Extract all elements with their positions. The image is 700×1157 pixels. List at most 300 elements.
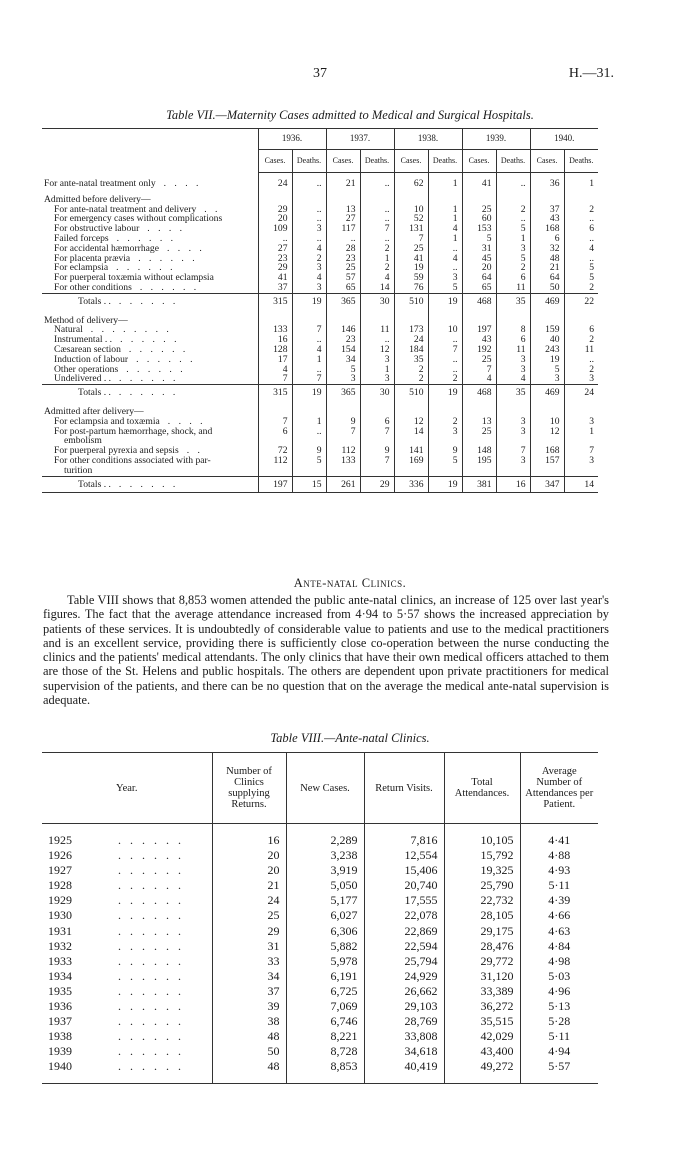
- deaths-cell: 30: [360, 385, 394, 401]
- cases-cell: 48: [530, 254, 564, 264]
- cases-cell: ..: [326, 234, 360, 244]
- new-cases-cell: 3,919: [286, 863, 364, 878]
- return-visits-cell: 26,662: [364, 984, 444, 999]
- leader-dots: . . . . . .: [118, 968, 184, 983]
- table-row: [42, 456, 598, 466]
- deaths-cell: ..: [496, 214, 530, 224]
- row-label: [42, 244, 258, 254]
- column-header: Average Number of Attendances per Patient.: [520, 753, 598, 824]
- deaths-cell: 2: [564, 205, 598, 215]
- cases-cell: 19: [394, 263, 428, 273]
- average-cell: 4·93: [520, 863, 598, 878]
- row-label-text: Other operations: [54, 364, 119, 375]
- deaths-cell: 4: [292, 273, 326, 283]
- deaths-cell: 35: [496, 385, 530, 401]
- cases-cell: 133: [258, 325, 292, 335]
- table-row: [42, 1014, 598, 1029]
- deaths-cell: 29: [360, 476, 394, 493]
- return-visits-cell: 22,869: [364, 924, 444, 939]
- column-header: New Cases.: [286, 753, 364, 824]
- cases-cell: 29: [258, 205, 292, 215]
- clinics-cell: 21: [212, 878, 286, 893]
- deaths-cell: ..: [360, 179, 394, 189]
- leader-dots: . . . . . . . .: [90, 325, 172, 336]
- cases-cell: 41: [462, 179, 496, 189]
- year-cell: [42, 863, 212, 878]
- row-label: [42, 365, 258, 375]
- year-cell: [42, 1014, 212, 1029]
- clinics-cell: 20: [212, 848, 286, 863]
- deaths-cell: 3: [292, 263, 326, 273]
- clinics-cell: 37: [212, 984, 286, 999]
- cases-cell: 169: [394, 456, 428, 466]
- deaths-cell: 16: [496, 476, 530, 493]
- row-label-text: Totals . .: [78, 387, 111, 399]
- deaths-cell: ..: [292, 214, 326, 224]
- cases-subheader: Cases.: [462, 150, 496, 173]
- deaths-cell: 3: [496, 355, 530, 365]
- cases-cell: ..: [258, 234, 292, 244]
- deaths-cell: 3: [564, 417, 598, 427]
- clinics-cell: 16: [212, 824, 286, 849]
- deaths-subheader: Deaths.: [564, 150, 598, 173]
- table-row: [42, 848, 598, 863]
- deaths-cell: ..: [496, 179, 530, 189]
- cases-cell: 2: [394, 374, 428, 384]
- cases-cell: 315: [258, 385, 292, 401]
- leader-dots: . . . .: [166, 243, 205, 254]
- new-cases-cell: 2,289: [286, 824, 364, 849]
- cases-cell: 20: [462, 263, 496, 273]
- leader-dots: . . . . . .: [118, 833, 184, 847]
- stub-header: [42, 129, 258, 173]
- row-label-text: turition: [64, 465, 93, 476]
- cases-cell: 37: [530, 205, 564, 215]
- year-text: 1940: [48, 1059, 72, 1074]
- average-cell: 5·11: [520, 878, 598, 893]
- cases-cell: 197: [462, 325, 496, 335]
- deaths-cell: ..: [360, 205, 394, 215]
- new-cases-cell: 5,882: [286, 939, 364, 954]
- cases-cell: 336: [394, 476, 428, 493]
- leader-dots: . . . . . .: [118, 478, 179, 490]
- return-visits-cell: 12,554: [364, 848, 444, 863]
- row-label: [42, 456, 258, 466]
- table-row: [42, 999, 598, 1014]
- row-label-text: Method of delivery—: [44, 315, 128, 326]
- new-cases-cell: 3,238: [286, 848, 364, 863]
- leader-dots: . . . . . .: [126, 364, 186, 375]
- column-header: Number of Clinics supplying Returns.: [212, 753, 286, 824]
- return-visits-cell: 28,769: [364, 1014, 444, 1029]
- deaths-cell: 11: [496, 345, 530, 355]
- clinics-cell: 20: [212, 863, 286, 878]
- cases-cell: 5: [326, 365, 360, 375]
- table-row: [42, 939, 598, 954]
- table-row: [42, 1059, 598, 1083]
- row-label: [42, 283, 258, 293]
- deaths-cell: 3: [496, 456, 530, 466]
- deaths-cell: 3: [292, 224, 326, 234]
- deaths-cell: ..: [564, 214, 598, 224]
- deaths-cell: ..: [428, 263, 462, 273]
- row-label-text: For puerperal pyrexia and sepsis: [54, 446, 179, 456]
- return-visits-cell: 7,816: [364, 824, 444, 849]
- total-attendances-cell: 29,772: [444, 954, 520, 969]
- cases-cell: 41: [258, 273, 292, 283]
- cases-cell: 173: [394, 325, 428, 335]
- deaths-cell: 7: [360, 224, 394, 234]
- leader-dots: . . . . . .: [118, 848, 184, 863]
- column-header: Year.: [42, 753, 212, 824]
- total-attendances-cell: 42,029: [444, 1029, 520, 1044]
- new-cases-cell: 8,221: [286, 1029, 364, 1044]
- deaths-cell: ..: [428, 244, 462, 254]
- row-label-text: Totals . .: [78, 478, 111, 490]
- deaths-cell: 2: [428, 374, 462, 384]
- cases-cell: 7: [462, 365, 496, 375]
- leader-dots: . . . . . .: [118, 878, 184, 893]
- return-visits-cell: 20,740: [364, 878, 444, 893]
- cases-cell: 9: [326, 417, 360, 427]
- cases-cell: 64: [462, 273, 496, 283]
- leader-dots: . . . . . .: [116, 263, 176, 274]
- deaths-cell: [564, 466, 598, 476]
- deaths-cell: 1: [292, 417, 326, 427]
- cases-cell: 153: [462, 224, 496, 234]
- cases-cell: 168: [530, 224, 564, 234]
- cases-cell: 510: [394, 385, 428, 401]
- table-row: [42, 863, 598, 878]
- deaths-cell: 12: [360, 345, 394, 355]
- cases-cell: 41: [394, 254, 428, 264]
- return-visits-cell: 17,555: [364, 893, 444, 908]
- new-cases-cell: 6,725: [286, 984, 364, 999]
- page-number: 37: [313, 66, 327, 81]
- leader-dots: . . . . . .: [138, 253, 198, 264]
- year-cell: [42, 824, 212, 849]
- clinics-cell: 48: [212, 1059, 286, 1083]
- leader-dots: . . . . . .: [136, 354, 196, 365]
- clinics-cell: 29: [212, 924, 286, 939]
- return-visits-cell: 22,078: [364, 908, 444, 923]
- deaths-cell: 6: [496, 335, 530, 345]
- cases-cell: 43: [462, 335, 496, 345]
- deaths-cell: ..: [564, 355, 598, 365]
- cases-cell: 29: [258, 263, 292, 273]
- average-cell: 4·94: [520, 1044, 598, 1059]
- deaths-cell: 3: [496, 427, 530, 437]
- deaths-cell: 7: [428, 345, 462, 355]
- year-cell: [42, 893, 212, 908]
- year-text: 1932: [48, 938, 72, 953]
- return-visits-cell: 25,794: [364, 954, 444, 969]
- cases-cell: 62: [394, 179, 428, 189]
- column-header: Return Visits.: [364, 753, 444, 824]
- table-row: [42, 878, 598, 893]
- cases-cell: 27: [258, 244, 292, 254]
- cases-cell: [326, 466, 360, 476]
- deaths-cell: [360, 466, 394, 476]
- deaths-cell: 2: [496, 205, 530, 215]
- cases-cell: 25: [462, 427, 496, 437]
- deaths-cell: 5: [292, 456, 326, 466]
- return-visits-cell: 15,406: [364, 863, 444, 878]
- year-text: 1935: [48, 983, 72, 998]
- deaths-cell: 19: [428, 385, 462, 401]
- new-cases-cell: 6,027: [286, 908, 364, 923]
- total-attendances-cell: 33,389: [444, 984, 520, 999]
- deaths-cell: 1: [360, 365, 394, 375]
- cases-cell: 59: [394, 273, 428, 283]
- total-attendances-cell: 43,400: [444, 1044, 520, 1059]
- deaths-cell: 4: [496, 374, 530, 384]
- year-cell: [42, 848, 212, 863]
- cases-cell: 195: [462, 456, 496, 466]
- table-row: [42, 385, 598, 401]
- deaths-subheader: Deaths.: [360, 150, 394, 173]
- average-cell: 5·28: [520, 1014, 598, 1029]
- deaths-cell: 6: [360, 417, 394, 427]
- maternity-cases-table: [42, 128, 598, 493]
- deaths-cell: 4: [564, 244, 598, 254]
- leader-dots: . . . .: [163, 179, 202, 189]
- page-header: [0, 66, 700, 84]
- row-label: [42, 436, 258, 446]
- cases-cell: 72: [258, 446, 292, 456]
- row-label-text: For eclampsia: [54, 263, 109, 274]
- leader-dots: . . . . . .: [118, 938, 184, 953]
- row-label-text: Natural: [54, 325, 83, 336]
- cases-cell: 60: [462, 214, 496, 224]
- cases-cell: 243: [530, 345, 564, 355]
- clinics-cell: 34: [212, 969, 286, 984]
- deaths-cell: 4: [360, 273, 394, 283]
- row-label-text: Instrumental . .: [54, 335, 113, 345]
- deaths-cell: 19: [428, 293, 462, 309]
- cases-cell: 65: [326, 283, 360, 293]
- year-cell: [42, 924, 212, 939]
- deaths-cell: 3: [360, 355, 394, 365]
- cases-cell: 468: [462, 385, 496, 401]
- cases-subheader: Cases.: [530, 150, 564, 173]
- leader-dots: . .: [204, 204, 221, 215]
- deaths-cell: 7: [496, 446, 530, 456]
- average-cell: 5·13: [520, 999, 598, 1014]
- clinics-cell: 39: [212, 999, 286, 1014]
- deaths-cell: 3: [428, 273, 462, 283]
- return-visits-cell: 29,103: [364, 999, 444, 1014]
- year-cell: [42, 999, 212, 1014]
- row-label: [42, 316, 258, 326]
- total-attendances-cell: 19,325: [444, 863, 520, 878]
- row-label-text: For ante-natal treatment only: [44, 179, 156, 189]
- deaths-cell: 7: [292, 325, 326, 335]
- deaths-cell: 3: [360, 374, 394, 384]
- row-label: [42, 427, 258, 437]
- row-label: [42, 407, 258, 417]
- row-label: [42, 205, 258, 215]
- leader-dots: . . . . . .: [118, 953, 184, 968]
- average-cell: 4·66: [520, 908, 598, 923]
- antenatal-paragraph: Table VIII shows that 8,853 women attended the public ante-natal clinics, an increase of 125 over last year's figures. The fact that the average attendance increased from 4·94 to 5·57 shows the increased appreciation by patients of these services. It is undoubtedly of considerable value to patients and use to the medical practitioners and is an excellent service, providing there is sufficiently close co-operation between the nurse conducting the clinics and the patients' medical attendants. The only clinics that have their own medical officers attached to them are those of the St. Helens and public hospitals. The others are dependent upon private practitioners for medical supervision of the patients, and there can be no question that on the average the medical ante-natal supervision is adequate.: [43, 593, 609, 708]
- cases-cell: 28: [326, 244, 360, 254]
- cases-cell: 154: [326, 345, 360, 355]
- cases-cell: 13: [462, 417, 496, 427]
- deaths-cell: 30: [360, 293, 394, 309]
- row-label-text: For post-partum hæmorrhage, shock, and: [54, 426, 213, 437]
- deaths-cell: 35: [496, 293, 530, 309]
- cases-cell: 197: [258, 476, 292, 493]
- year-text: 1934: [48, 968, 72, 983]
- row-label-text: For other conditions: [54, 282, 132, 293]
- row-label-text: Cæsarean section: [54, 344, 121, 355]
- deaths-cell: ..: [292, 234, 326, 244]
- return-visits-cell: 24,929: [364, 969, 444, 984]
- row-label-text: Admitted after delivery—: [44, 406, 144, 417]
- row-label-text: For obstructive labour: [54, 224, 140, 234]
- deaths-cell: 4: [292, 244, 326, 254]
- cases-cell: 381: [462, 476, 496, 493]
- deaths-cell: 2: [292, 254, 326, 264]
- cases-subheader: Cases.: [326, 150, 360, 173]
- year-text: 1930: [48, 908, 72, 923]
- deaths-cell: ..: [564, 234, 598, 244]
- average-cell: 5·11: [520, 1029, 598, 1044]
- deaths-cell: 14: [564, 476, 598, 493]
- antenatal-heading: Ante-natal Clinics.: [293, 576, 407, 590]
- cases-cell: 19: [530, 355, 564, 365]
- deaths-cell: 7: [564, 446, 598, 456]
- row-label: [42, 476, 258, 493]
- deaths-cell: 2: [564, 365, 598, 375]
- cases-cell: 24: [394, 335, 428, 345]
- table-row: [42, 954, 598, 969]
- cases-cell: 25: [394, 244, 428, 254]
- deaths-cell: 5: [428, 456, 462, 466]
- cases-cell: [258, 466, 292, 476]
- deaths-cell: 3: [564, 374, 598, 384]
- return-visits-cell: 40,419: [364, 1059, 444, 1083]
- deaths-cell: 4: [292, 345, 326, 355]
- deaths-cell: [428, 466, 462, 476]
- deaths-cell: 19: [292, 293, 326, 309]
- clinics-cell: 33: [212, 954, 286, 969]
- table-row: [42, 969, 598, 984]
- row-label-text: For other conditions associated with par-: [54, 455, 211, 466]
- deaths-cell: 1: [428, 179, 462, 189]
- cases-cell: 76: [394, 283, 428, 293]
- row-label: [42, 335, 258, 345]
- row-label: [42, 224, 258, 234]
- row-label-text: For emergency cases without complications: [54, 214, 223, 225]
- cases-cell: 7: [326, 427, 360, 437]
- year-cell: [42, 1059, 212, 1083]
- leader-dots: . . . .: [147, 224, 186, 234]
- row-label-text: Undelivered . .: [54, 374, 112, 385]
- cases-cell: 32: [530, 244, 564, 254]
- row-label: [42, 325, 258, 335]
- cases-cell: 52: [394, 214, 428, 224]
- deaths-cell: 5: [428, 283, 462, 293]
- row-label: [42, 234, 258, 244]
- deaths-cell: 3: [292, 283, 326, 293]
- table-row: [42, 283, 598, 293]
- return-visits-cell: 34,618: [364, 1044, 444, 1059]
- row-label: [42, 374, 258, 384]
- year-text: 1929: [48, 893, 72, 908]
- year-cell: [42, 984, 212, 999]
- cases-cell: 50: [530, 283, 564, 293]
- average-cell: 5·03: [520, 969, 598, 984]
- leader-dots: . . . . . .: [118, 908, 184, 923]
- cases-cell: 6: [530, 234, 564, 244]
- row-label: [42, 273, 258, 283]
- cases-cell: 31: [462, 244, 496, 254]
- year-text: 1939: [48, 1044, 72, 1059]
- row-label-text: Induction of labour: [54, 354, 129, 365]
- leader-dots: . . . . . .: [128, 344, 189, 355]
- cases-cell: 128: [258, 345, 292, 355]
- cases-cell: 7: [258, 417, 292, 427]
- row-label-text: For ante-natal treatment and delivery: [54, 204, 197, 215]
- cases-cell: 25: [462, 355, 496, 365]
- total-attendances-cell: 22,732: [444, 893, 520, 908]
- cases-cell: 469: [530, 385, 564, 401]
- year-text: 1937: [48, 1014, 72, 1029]
- document-reference: H.—31.: [568, 66, 614, 81]
- deaths-cell: 7: [360, 456, 394, 466]
- total-attendances-cell: 31,120: [444, 969, 520, 984]
- antenatal-clinics-table: [42, 752, 598, 1084]
- deaths-cell: 2: [428, 417, 462, 427]
- deaths-cell: 3: [564, 456, 598, 466]
- leader-dots: . . . . . .: [118, 999, 184, 1014]
- year-cell: [42, 954, 212, 969]
- deaths-cell: 2: [564, 335, 598, 345]
- deaths-cell: 4: [428, 224, 462, 234]
- cases-cell: 7: [258, 374, 292, 384]
- cases-cell: 13: [326, 205, 360, 215]
- cases-cell: 315: [258, 293, 292, 309]
- deaths-cell: 1: [564, 427, 598, 437]
- cases-cell: 37: [258, 283, 292, 293]
- row-label: [42, 446, 258, 456]
- cases-cell: 112: [258, 456, 292, 466]
- average-cell: 4·39: [520, 893, 598, 908]
- deaths-cell: ..: [428, 355, 462, 365]
- deaths-cell: 24: [564, 385, 598, 401]
- new-cases-cell: 7,069: [286, 999, 364, 1014]
- cases-cell: 24: [258, 179, 292, 189]
- cases-cell: 40: [530, 335, 564, 345]
- deaths-cell: 19: [292, 385, 326, 401]
- row-label: [42, 254, 258, 264]
- year-header: 1936.: [258, 129, 326, 150]
- deaths-cell: [292, 466, 326, 476]
- cases-cell: 10: [394, 205, 428, 215]
- total-attendances-cell: 36,272: [444, 999, 520, 1014]
- deaths-cell: ..: [292, 365, 326, 375]
- leader-dots: . .: [186, 446, 203, 456]
- cases-cell: 36: [530, 179, 564, 189]
- deaths-cell: ..: [292, 335, 326, 345]
- deaths-cell: 5: [564, 263, 598, 273]
- deaths-cell: 1: [564, 179, 598, 189]
- year-text: 1927: [48, 863, 72, 878]
- cases-cell: 45: [462, 254, 496, 264]
- total-attendances-cell: 28,476: [444, 939, 520, 954]
